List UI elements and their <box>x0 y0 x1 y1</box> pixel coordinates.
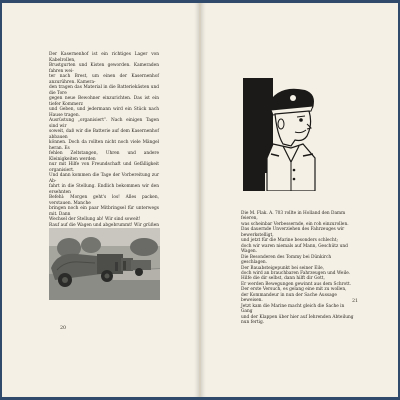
vehicle-convoy-photo <box>49 228 160 300</box>
left-page-number: 20 <box>60 326 67 331</box>
officer-caricature-illustration <box>243 78 321 191</box>
left-page-content <box>2 3 199 397</box>
right-page <box>201 3 398 397</box>
right-paragraph: Die M. Flak. A. 703 rollte in Holland den Damm feieren, was scheinbar Verbessernde, ein roh einzurollen. Das dauernde Unverziehen des Fahrzeuges wir bewerkstelligt, und jetzt für die Marine besonders schlecht; doch wir waren niemals auf Mann, Geschütz und Wagen. Die Besonderen des Tommy bei Dünkirch geschlagen. Der Bauabsteigepunkt bei seiner Eile, doch wird an brauchbaren Fahrzeugen und Weile. Hilfe die dir selbst, dann hilft dir Gott, Er werden Bewegungen gewinnt aus dem Schrott. Der erste Versuch, es gelang eine mit zu wollen, der Kommandeur in nun der Sache Aussage beweisen. Jetzt kam die Marine macht gleich die Sache in Gang und der Klappen über hier auf Iehrenden Abteilung nun fertig. <box>241 211 354 326</box>
right-page-number: 21 <box>352 299 359 304</box>
left-paragraph: Der Kasernenhof ist ein richtiges Lager von Kabelrollen, Brustgurten und Kisten geworden. Kameraden fahren wei- ter nach Brest, um einen der Kasernenhof anzurühren. Kamera- den tragen das Material in die Batteriekästen und die Tore gegen neue Bewohner einzurichten. Das ist ein tiefer Kommerz und Geben, und jedermann wird ein Stück nach Hause tragen. Ausrüstung „organisiert“. Nach einigen Tagen sind wir soweit, daß wir die Batterie auf dem Kasernenhof abbauen können. Doch da rollten nicht noch viele Mängel heran. Es fehlen Zeltstangen, Uhren und andere Kleinigkeiten werden nur mit Hilfe von Freundschaft und Gefälligkeit organisiert. Und dann kommen die Tage der Vorbereitung zur Ab- fahrt in die Stellung. Endlich bekommen wir den ersehnten Befehl: Morgen geht's los! Alles packen, verstauen. Manche bringen noch ein paar Mitbringsel für unterwegs mit. Dann Wechsel der Stellung ab! Wir sind soweit! Rauf auf die Wagen und abgebrummt! Wir grüßen <box>49 52 159 228</box>
vehicle-convoy-image <box>49 228 160 300</box>
